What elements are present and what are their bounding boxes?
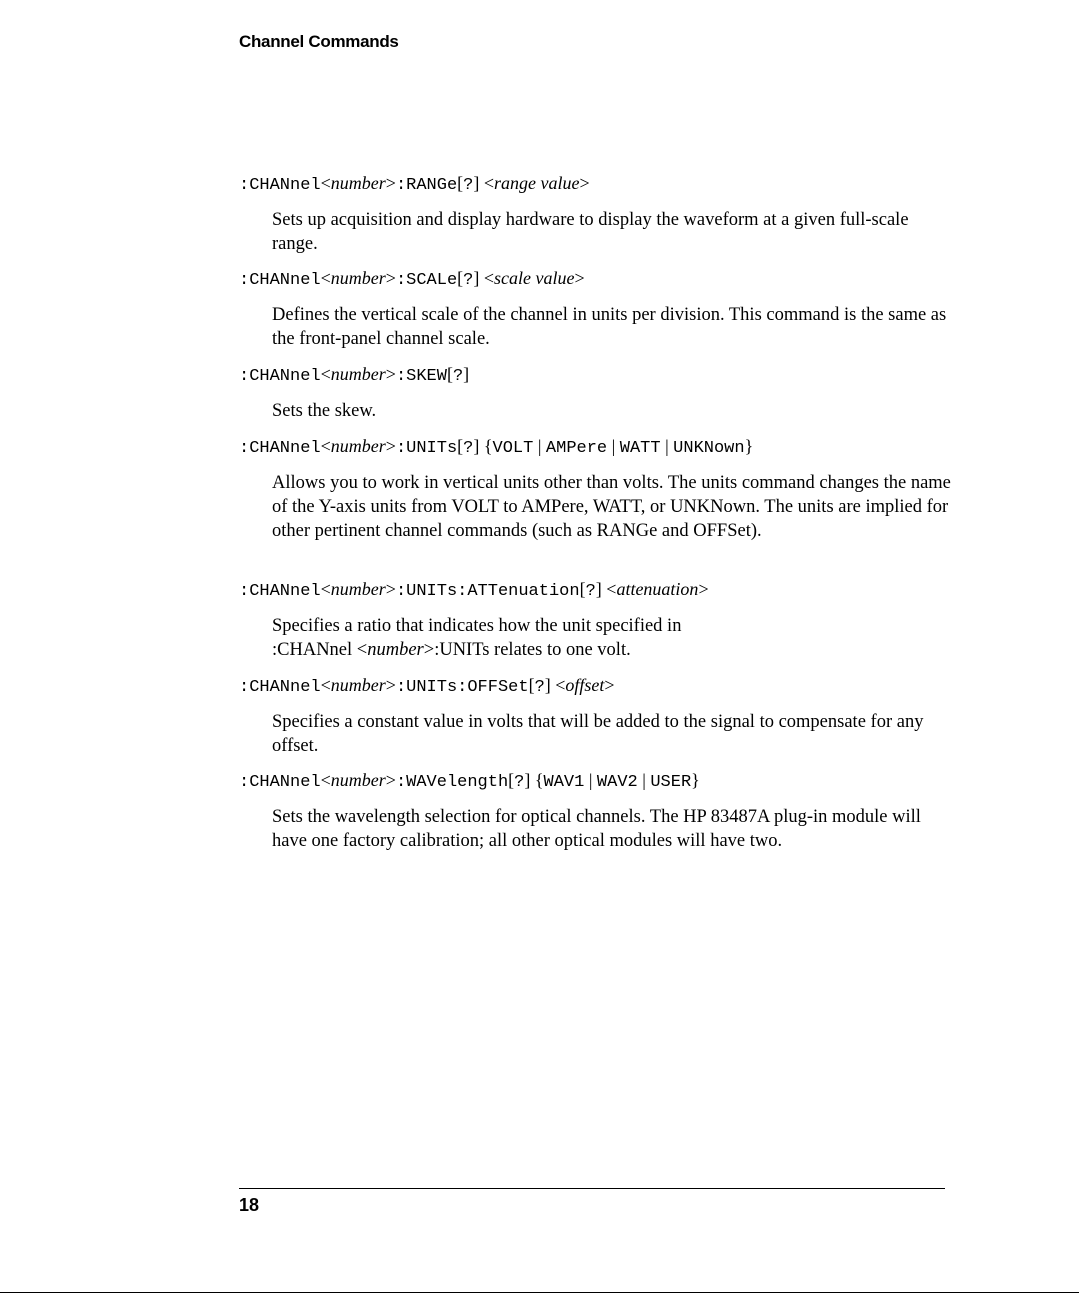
option: VOLT xyxy=(492,439,534,458)
query-mark: ? xyxy=(463,271,474,290)
command-suffix: :UNITs xyxy=(395,439,458,458)
command-description: Sets the wavelength selection for optical channels. The HP 83487A plug-in module will have one factory calibration; all other optical modules will have two. xyxy=(272,807,921,851)
command-syntax: :CHANnel<number>:UNITs:ATTenuation[?] <attenuation> xyxy=(239,579,709,601)
option: UNKNown xyxy=(673,439,745,458)
footer-rule xyxy=(239,1188,945,1189)
command-param: number xyxy=(330,173,386,193)
command-root: :CHANnel xyxy=(239,176,321,195)
option: AMPere xyxy=(545,439,608,458)
query-mark: ? xyxy=(514,773,525,792)
description-text: :CHANnel < xyxy=(272,640,368,660)
command-argument: range value xyxy=(494,173,580,193)
query-mark: ? xyxy=(585,582,596,601)
command-argument: attenuation xyxy=(616,579,699,599)
command-suffix: :UNITs:OFFSet xyxy=(395,678,529,697)
command-root: :CHANnel xyxy=(239,367,321,386)
command-suffix: :RANGe xyxy=(395,176,458,195)
command-suffix: :SCALe xyxy=(395,271,458,290)
command-syntax: :CHANnel<number>:UNITs:OFFSet[?] <offset> xyxy=(239,675,615,697)
command-root: :CHANnel xyxy=(239,678,321,697)
command-param: number xyxy=(330,436,386,456)
command-root: :CHANnel xyxy=(239,773,321,792)
command-param: number xyxy=(330,579,386,599)
query-mark: ? xyxy=(463,439,474,458)
command-syntax: :CHANnel<number>:SKEW[?] xyxy=(239,364,470,386)
option: WAV2 xyxy=(596,773,638,792)
command-root: :CHANnel xyxy=(239,582,321,601)
command-entry xyxy=(239,172,954,256)
query-mark: ? xyxy=(463,176,474,195)
command-root: :CHANnel xyxy=(239,439,321,458)
command-syntax: :CHANnel<number>:SCALe[?] <scale value> xyxy=(239,268,585,290)
query-mark: ? xyxy=(452,367,464,386)
command-syntax: :CHANnel<number>:UNITs[?] {VOLT | AMPere | WATT | UNKNown} xyxy=(239,436,754,458)
description-param: number xyxy=(367,640,424,660)
description-text: >:UNITs relates to one volt. xyxy=(423,640,631,660)
command-description xyxy=(272,614,954,662)
command-root: :CHANnel xyxy=(239,271,321,290)
command-entry xyxy=(239,435,954,543)
command-suffix: :SKEW xyxy=(395,367,447,386)
command-param: number xyxy=(330,364,386,384)
command-description: Specifies a constant value in volts that will be added to the signal to compensate for any offset. xyxy=(272,712,924,756)
option: WATT xyxy=(619,439,661,458)
command-description: Sets up acquisition and display hardware to display the waveform at a given full-scale range. xyxy=(272,210,909,254)
command-suffix: :WAVelength xyxy=(395,773,509,792)
description-line: Specifies a ratio that indicates how the unit specified in xyxy=(272,616,682,636)
command-param: number xyxy=(330,675,386,695)
command-syntax: :CHANnel<number>:WAVelength[?] {WAV1 | WAV2 | USER} xyxy=(239,770,700,792)
option: WAV1 xyxy=(543,773,585,792)
command-suffix: :UNITs:ATTenuation xyxy=(395,582,580,601)
command-syntax: :CHANnel<number>:RANGe[?] <range value> xyxy=(239,173,590,195)
command-argument: offset xyxy=(565,675,605,695)
command-entry xyxy=(239,267,954,351)
command-entry xyxy=(239,674,954,758)
command-entry xyxy=(239,769,954,853)
command-description: Allows you to work in vertical units other than volts. The units command changes the name of the Y-axis units from VOLT to AMPere, WATT, or UNKNown. The units are implied for other pertinent channel commands (such as RANGe and OFFSet). xyxy=(272,473,951,541)
option: USER xyxy=(650,773,692,792)
page-bottom-edge xyxy=(0,1292,1079,1293)
command-description: Defines the vertical scale of the channel in units per division. This command is the same as the front-panel channel scale. xyxy=(272,305,947,349)
page-number: 18 xyxy=(239,1195,260,1215)
command-param: number xyxy=(330,770,386,790)
command-param: number xyxy=(330,268,386,288)
running-header: Channel Commands xyxy=(239,32,399,51)
command-description: Sets the skew. xyxy=(272,401,377,421)
command-entry xyxy=(239,363,954,423)
query-mark: ? xyxy=(534,678,545,697)
command-argument: scale value xyxy=(494,268,575,288)
command-entry xyxy=(239,578,954,662)
